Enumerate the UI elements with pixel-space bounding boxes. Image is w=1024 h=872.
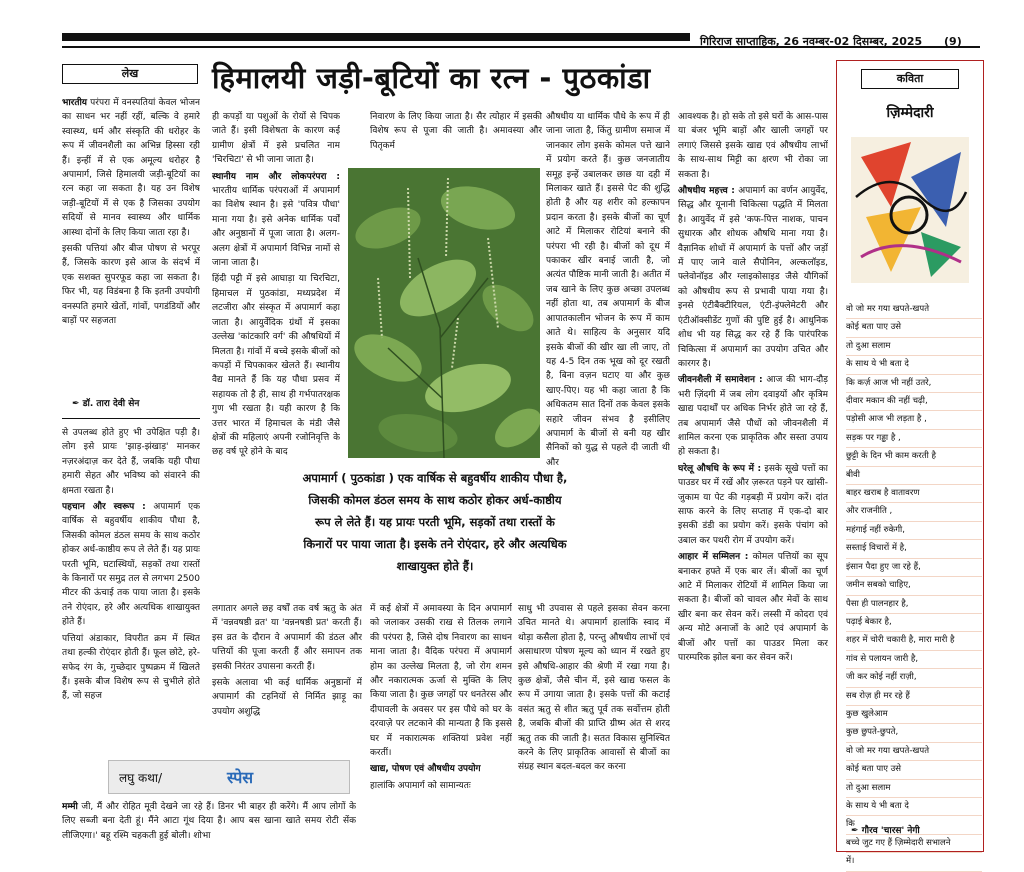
poem-line: तो दुआ सलाम bbox=[846, 338, 982, 356]
col2-paragraph-3: हिंदी पट्टी में इसे आघाड़ा या चिरचिटा, हिमाचल में पुठकांडा, मध्यप्रदेश में लटजीरा और संस्कृत में अपामार्ग कहा जाता है। आयुर्वेदिक ग्रंथों में इसका उल्लेख 'कांटकारि वर्ग' की औषधियों में मिलता है। गांवों में बच्चे इसके बीजों को कपड़ों में चिपकाकर खेलते हैं। स्थानीय वैद्य मानते हैं कि यह पौधा प्रसव में सहायक तो है ही, साथ ही गर्भपातरक्षक गुण भी रखता है। यही कारण है कि उत्तर भारत में हिमाचल के मंडी जैसे क्षेत्रों की महिलाएं अपनी रजोनिवृत्ति के छह वर्ष पूरे होने के बाद bbox=[212, 274, 340, 458]
food-nutrition-heading: खाद्य, पोषण एवं औषधीय उपयोग bbox=[370, 764, 481, 775]
poem-line: सस्ताई विचारों में है, bbox=[846, 540, 982, 558]
col2-paragraph-1: ही कपड़ों या पशुओं के रोयों से चिपक जाते हैं। इसी विशेषता के कारण कई ग्रामीण क्षेत्रों में इसे प्रचलित नाम 'चिरचिटा' से भी जाना जाता है। bbox=[212, 112, 340, 166]
poem-line: वो जो मर गया खपते-खपते bbox=[846, 743, 982, 761]
poem-line: महंगाई नहीं रुकेगी, bbox=[846, 522, 982, 540]
col5-paragraph-3: आज की भाग-दौड़ भरी ज़िंदगी में जब लोग दवाइयों और कृत्रिम खाद्य पदार्थों पर अधिक निर्भर होते जा रहे हैं, तब अपामार्ग जैसे पौधों को जीवनशैली में शामिल करना एक प्राकृतिक और सस्ता उपाय हो सकता है। bbox=[678, 375, 828, 458]
column-2-top bbox=[212, 110, 340, 464]
poem-line: कुछ छुपते-छुपते, bbox=[846, 724, 982, 742]
poem-line: कोई बता पाए उसे bbox=[846, 319, 982, 337]
identification-heading: पहचान और स्वरूप : bbox=[62, 502, 146, 513]
pen-icon: ✒ bbox=[72, 399, 80, 409]
column-1-intro bbox=[62, 96, 200, 382]
folio bbox=[700, 34, 1000, 49]
col1-paragraph-3: पत्तियां अंडाकार, विपरीत क्रम में स्थित तथा हल्की रोएंदार होती हैं। फूल छोटे, हरे-सफेद रंग के, गुच्छेदार पुष्पक्रम में खिलते हैं। इसके बीज विशेष रूप से चुभीले होते हैं, जो सहज bbox=[62, 633, 200, 702]
col4-paragraph-1: औषधीय या धार्मिक पौधे के रूप में ही जाना जाता है, किंतु ग्रामीण समाज में जानकार लोग इसके कोमल पत्ते खाने में प्रयोग करते हैं। कुछ जनजातीय समूह इन्हें उबालकर छाछ या दही में मिलाकर खाते हैं। इससे पेट की शुद्धि होती है और यह शरीर को हल्कापन प्रदान करता है। इसके बीजों का चूर्ण आटे में मिलाकर रोटियां बनाने की परंपरा भी रही है। बीजों को दूध में पकाकर खीर बनाई जाती है, जो अत्यंत पौष्टिक मानी जाती है। अतीत में जब खाने के लिए कुछ अच्छा उपलब्ध नहीं होता था, तब अपामार्ग के बीज आपातकालीन भोजन के रूप में काम आते थे। साहित्य के अनुसार यदि इसके बीजों की खीर खा ली जाए, तो यह 4-5 दिन तक भूख को दूर रखती है, बिना वज़न घटाए या और कुछ खाए-पिए। यह भी कहा जाता है कि अधिकतम सात दिनों तक केवल इसके सहारे जीवन संभव है इसीलिए अपामार्ग के बीजों से बनी यह खीर सैनिकों को युद्ध से पहले दी जाती थी और bbox=[546, 112, 670, 468]
byline-rule bbox=[62, 418, 200, 419]
section-tag bbox=[62, 64, 198, 84]
poem-line: पैसा ही पालनहार है, bbox=[846, 596, 982, 614]
column-3-bottom bbox=[370, 602, 512, 838]
intro-paragraph-2: इसकी पत्तियां और बीज पोषण से भरपूर हैं, जिसके कारण इसे आज के संदर्भ में एक सशक्त सुपरफूड कहा जा सकता है। फिर भी, यह विडंबना है कि इतनी उपयोगी वनस्पति हमारे खेतों, गांवों, पगडंडियों और बाड़ों पर सहजता bbox=[62, 244, 200, 327]
poem-line: वो जो मर गया खपते-खपते bbox=[846, 301, 982, 319]
poem-line: जमीन सबको चाहिए, bbox=[846, 577, 982, 595]
poem-line: के साथ ये भी बता दे bbox=[846, 356, 982, 374]
poem-line: के साथ ये भी बता दे bbox=[846, 798, 982, 816]
lifestyle-heading: जीवनशैली में समावेशन : bbox=[678, 375, 763, 386]
col3-paragraph-3: हालांकि अपामार्ग को सामान्यतः bbox=[370, 780, 471, 791]
column-1-lower bbox=[62, 426, 200, 754]
column-3-top bbox=[370, 110, 542, 162]
short-story-lead: मम्मी bbox=[62, 802, 78, 812]
page-number: (9) bbox=[944, 35, 962, 48]
poem-line: सब रोज़ ही मर रहे हैं bbox=[846, 688, 982, 706]
medicinal-importance-heading: औषधीय महत्त्व : bbox=[678, 186, 735, 197]
poem-line: इंसान पैदा हुए जा रहे हैं, bbox=[846, 559, 982, 577]
poem-sidebar bbox=[836, 60, 984, 867]
poem-line: जी कर कोई नहीं राज़ी, bbox=[846, 669, 982, 687]
column-4-top bbox=[546, 110, 670, 596]
poem-line: पड़ोसी आज भी लड़ता है , bbox=[846, 411, 982, 429]
poem-line: और राजनीति , bbox=[846, 503, 982, 521]
short-story-title: स्पेस bbox=[227, 768, 254, 787]
poem-line: तो दुआ सलाम bbox=[846, 780, 982, 798]
col5-paragraph-1: आवश्यक है। हो सके तो इसे घरों के आस-पास या बंजर भूमि बाड़ों और खाली जगहों पर लगाएं जिससे इसके खाद्य एवं औषधीय लाभों के साथ-साथ मिट्टी का क्षरण भी रोका जा सकता है। bbox=[678, 112, 828, 180]
col5-paragraph-2: अपामार्ग का वर्णन आयुर्वेद, सिद्ध और यूनानी चिकित्सा पद्धति में मिलता है। आयुर्वेद में इसे 'कफ-पित्त नाशक, पाचन सुधारक और शोधक औषधि माना गया है। वैज्ञानिक शोधों में अपामार्ग के पत्तों और जड़ों में पाए जाने वाले सैपोनिन, अल्कलॉइड, फ्लेवोनॉइड और ग्लाइकोसाइड जैसे यौगिकों को औषधीय रूप से प्रभावी पाया गया है। इनसे एंटीबैक्टीरियल, एंटी-इंफ्लेमेटरी और एंटीऑक्सीडेंट गुणों की पुष्टि हुई है। आधुनिक शोध भी यह सिद्ध कर रहे हैं कि पारंपरिक चिकित्सा में अपामार्ग का उपयोग उचित और कारगर है। bbox=[678, 186, 828, 369]
author-byline bbox=[72, 396, 139, 409]
plant-photo-image bbox=[348, 168, 540, 458]
poem-line: कि कर्ज़ आज भी नहीं उतरे, bbox=[846, 375, 982, 393]
poem-line: बच्चे जुट गए हैं ज़िम्मेदारी सभालने bbox=[846, 835, 982, 853]
column-5 bbox=[678, 110, 828, 838]
poem-lines bbox=[846, 301, 982, 872]
poem-author bbox=[851, 823, 981, 836]
author-name: डॉ. तारा देवी सेन bbox=[82, 399, 140, 409]
col3-paragraph-1: निवारण के लिए किया जाता है। सैर त्योहार में इसकी विशेष रूप से पूजा की जाती है। अमावस्या और पितृकर्म bbox=[370, 112, 542, 151]
column-4-bottom bbox=[518, 602, 670, 838]
headline: हिमालयी जड़ी-बूटियों का रत्न - पुठकांडा bbox=[212, 61, 651, 95]
poem-line: दीवार मकान की नहीं चढ़ी, bbox=[846, 393, 982, 411]
poem-line: कि bbox=[846, 816, 982, 834]
poem-line: छुट्टी के दिन भी काम करती है bbox=[846, 448, 982, 466]
poem-section-label: कविता bbox=[896, 72, 924, 85]
abstract-art-image bbox=[851, 137, 969, 283]
local-names-heading: स्थानीय नाम और लोकपरंपरा : bbox=[212, 171, 340, 182]
poem-line: शहर में चोरी चकारी है, मारा मारी है bbox=[846, 632, 982, 650]
pen-icon: ✒ bbox=[851, 826, 859, 836]
poem-line: में। bbox=[846, 853, 982, 871]
poem-line: गांव से पलायन जारी है, bbox=[846, 651, 982, 669]
home-remedy-heading: घरेलू औषधि के रूप में : bbox=[678, 463, 762, 474]
col2-paragraph-4: लगातार अगले छह वर्षों तक वर्ष ऋतु के अंत में 'वन्नवषष्ठी व्रत' या 'वन्ननषष्ठी प्रत' करती हैं। इस व्रत के दौरान वे अपामार्ग की डंठल और पत्तियों की पूजा करती हैं और समापन तक इसकी निरंतर उपासना करती हैं। bbox=[212, 604, 362, 672]
section-tag-label: लेख bbox=[121, 67, 139, 80]
poem-line: बीवी bbox=[846, 467, 982, 485]
intro-text: परंपरा में वनस्पतियां केवल भोजन का साधन भर नहीं रहीं, बल्कि वे हमारे स्वास्थ्य, धर्म और संस्कृति की धरोहर के रूप में जीवनशैली का अभिन्न हिस्सा रही हैं। इन्हीं में से एक अमूल्य धरोहर है अपामार्ग, जिसे हिमालयी जड़ी-बूटियों का रत्न कहा जा सकता है। यह उन विशेष जड़ी-बूटियों में से एक है जिसका उपयोग सदियों से मानव स्वास्थ्य और धार्मिक आस्था दोनों के लिए किया जाता रहा है। bbox=[62, 98, 200, 238]
poem-line: पढ़ाई बेकार है, bbox=[846, 614, 982, 632]
col4-paragraph-2: साधु भी उपवास से पहले इसका सेवन करना उचित मानते थे। अपामार्ग हालांकि स्वाद में थोड़ा कसैला होता है, परन्तु औषधीय लाभों एवं असाधारण पोषण मूल्य को ध्यान में रखते हुए इसे औषधि-आहार की श्रेणी में रखा गया है। कुछ क्षेत्रों, जैसे चीन में, इसे खाद्य फसल के रूप में उगाया जाता है। इसके पत्तों की कटाई वसंत ऋतु से शीत ऋतु पूर्व तक सर्वोत्तम होती है, जबकि बीजों की प्राप्ति ग्रीष्म अंत से शरद ऋतु तक की जाती है। सतत विकास सुनिश्चित करने के लिए प्राकृतिक आवासों से बीजों का संग्रह स्थान बदल-बदल कर करना bbox=[518, 604, 670, 773]
col1-paragraph-2: अपामार्ग एक वार्षिक से बहुवर्षीय शाकीय पौधा है, जिसकी कोमल डंठल समय के साथ कठोर होकर अर्ध-काष्ठीय रूप ले लेते हैं। यह प्रायः परती भूमि, घटास्थियों, सड़कों तथा रास्तों के किनारों पर समुद्र तल से लगभग 2500 मीटर की ऊंचाई तक पाया जाता है। इसके तने रोएंदार, हरे और अत्यधिक शाखायुक्त होते हैं। bbox=[62, 502, 200, 628]
short-story-body: जी, मैं और रोहित मूवी देखने जा रहे हैं। डिनर भी बाहर ही करेंगे। मैं आप लोगों के लिए सब्जी बना देती हूं। मैंने आटा गूंथ दिया है। आप बस खाना खाते समय रोटी सेंक लीजिएगा।' बहू रश्मि चहकती हुई बोली। शोभा bbox=[62, 802, 356, 841]
header-bar bbox=[62, 33, 690, 41]
col3-paragraph-2: में कई क्षेत्रों में अमावस्या के दिन अपामार्ग को जलाकर उसकी राख से तिलक लगाने की परंपरा है, जिसे दोष निवारण का साधन माना जाता है। वैदिक परंपरा में अपामार्ग होम का उल्लेख मिलता है, जो रोग शमन और नकारात्मक ऊर्जा से मुक्ति के लिए किया जाता है। कुछ जगहों पर धनतेरस और दीपावली के अवसर पर इस पौधे को घर के दरवाज़े पर लटकाने की मान्यता है कि इससे घर में नकारात्मक शक्तियां प्रवेश नहीं करतीं। bbox=[370, 604, 512, 759]
dropcap-word: भारतीय bbox=[62, 98, 88, 108]
col2-paragraph-2: भारतीय धार्मिक परंपराओं में अपामार्ग का विशेष स्थान है। इसे 'पवित्र पौधा' माना गया है। इसे अनेक धार्मिक पर्वों और अनुष्ठानों में पूजा जाता है। अलग-अलग क्षेत्रों में अपामार्ग विभिन्न नामों से जाना जाता है। bbox=[212, 186, 340, 269]
poem-author-name: गौरव 'चारस' नेगी bbox=[861, 826, 920, 836]
poem-illustration bbox=[851, 137, 969, 283]
poem-line: बाहर खराब है वातावरण bbox=[846, 485, 982, 503]
short-story-label: लघु कथा/ bbox=[119, 771, 163, 785]
col1-paragraph-1: से उपलब्ध होते हुए भी उपेक्षित पड़ी है। लोग इसे प्रायः 'झाड़-झंखाड़' मानकर नज़रअंदाज़ कर देते हैं, जबकि यही पौधा हमारी सेहत और भविष्य को संवारने की क्षमता रखता है। bbox=[62, 428, 200, 496]
pull-quote: अपामार्ग ( पुठकांडा ) एक वार्षिक से बहुवर्षीय शाकीय पौधा है, जिसकी कोमल डंठल समय के साथ कठोर होकर अर्ध-काष्ठीय रूप ले लेते हैं। यह प्रायः परती भूमि, सड़कों तथा रास्तों के किनारों पर पाया जाता है। इसके तने रोएंदार, हरे और अत्यधिक शाखायुक्त होते हैं। bbox=[302, 471, 568, 573]
diet-heading: आहार में सम्मिलन : bbox=[678, 552, 749, 563]
folio-text: गिरिराज साप्ताहिक, 26 नवम्बर-02 दिसम्बर, 2025 bbox=[700, 35, 923, 48]
short-story-text bbox=[62, 800, 356, 854]
col5-paragraph-4: इसके सूखे पत्तों का पाउडर घर में रखें और ज़रूरत पड़ने पर खांसी-जुकाम या पेट की गड़बड़ी में प्रयोग करें। दांत साफ करने के लिए सप्ताह में एक-दो बार इसकी डंडी का प्रयोग करें। इसके पंचांग को उबाल कर पथरी रोग में उपयोग करें। bbox=[678, 463, 828, 546]
poem-line: कोई बता पाए उसे bbox=[846, 761, 982, 779]
poem-section-tag bbox=[861, 69, 959, 89]
poem-title: ज़िम्मेदारी bbox=[886, 105, 934, 121]
col2-paragraph-5: इसके अलावा भी कई धार्मिक अनुष्ठानों में अपामार्ग की टहनियों से निर्मित झाड़ू का उपयोग अशुद्धि bbox=[212, 678, 362, 717]
poem-line: कुछ खुलेआम bbox=[846, 706, 982, 724]
poem-line: सड़क पर गड्ढा है , bbox=[846, 430, 982, 448]
plant-photo bbox=[348, 168, 540, 458]
col5-paragraph-5: कोमल पत्तियों का सूप बनाकर हफ्ते में एक बार लें। बीजों का चूर्ण आटे में मिलाकर रोटियों में शामिल किया जा सकता है। बीजों को चावल और मेवों के साथ खीर बना कर सेवन करें। लस्सी में कोदरा एवं अन्य मोटे अनाजों के आटे एवं अपामार्ग के बीजों और पत्तों का पाउडर मिला कर पारम्परिक झोल बना कर सेवन करें। bbox=[678, 552, 828, 664]
short-story-header bbox=[108, 760, 350, 794]
column-2-bottom bbox=[212, 602, 362, 752]
